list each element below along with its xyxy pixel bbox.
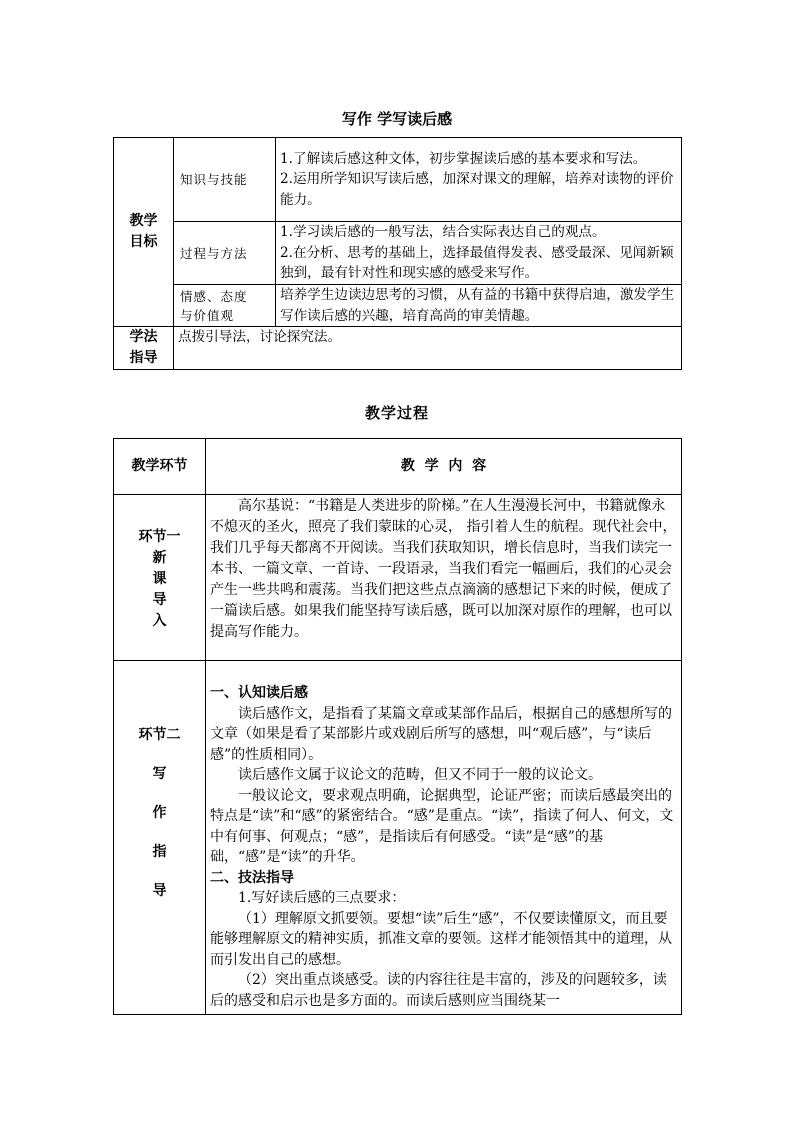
para-feature: 一般议论文，要求观点明确，论据典型，论证严密；而读后感最突出的特点是“读”和“感”的紧密结合。“感”是重点。“读”，指读了何人、何文，文中有何事、何观点；“感”，是指读后有何感受。“读”是“感”的基础，“感”是“读”的升华。 — [210, 787, 674, 865]
section1-label-3: 导 — [152, 592, 167, 608]
para-definition: 读后感作文，是指看了某篇文章或某部作品后，根据自己的感想所写的文章（如果是看了某部影片或戏剧后所写的感想，叫“观后感”，与“读后感”的性质相同）。 — [210, 705, 672, 763]
attitude-line-1: 培养学生边读边思考的习惯，从有益的书籍中获得启迪，激发学生写作读后感的兴趣，培育高尚的审美情趣。 — [280, 287, 675, 324]
knowledge-line-2: 2.运用所学知识写读后感，加深对课文的理解，培养对读物的评价能力。 — [280, 171, 674, 208]
method-content: 点拨引导法，讨论探究法。 — [174, 327, 682, 370]
process-table — [113, 438, 682, 1015]
section1-label-2: 课 — [152, 571, 167, 587]
process-head-left: 教学环节 — [114, 439, 206, 495]
para-requirements: 1.写好读后感的三点要求： — [238, 890, 406, 906]
sub-label-knowledge: 知识与技能 — [174, 138, 276, 222]
section2-label — [114, 661, 206, 1015]
para-req-2: （2）突出重点谈感受。读的内容往往是丰富的，涉及的问题较多，读后的感受和启示也是多方面的。而读后感则应当围绕某一 — [210, 972, 667, 1009]
section2-text — [206, 661, 682, 1015]
heading-recognize: 一、认知读后感 — [210, 685, 308, 701]
process-content — [276, 222, 682, 285]
section1-label-4: 入 — [152, 613, 167, 629]
page-title: 写作 学写读后感 — [341, 110, 453, 128]
process-line-2: 2.在分析、思考的基础上，选择最值得发表、感受最深、见闻新颖独到，最有针对性和现实感的感受来写作。 — [280, 244, 674, 282]
sub-label-process: 过程与方法 — [174, 222, 276, 285]
section2-label-2: 作 — [152, 805, 167, 821]
section2-label-3: 指 — [152, 844, 167, 860]
para-category: 读后感作文属于议论文的范畴，但又不同于一般的议论文。 — [238, 767, 602, 783]
objectives-label: 教学 目标 — [114, 138, 174, 327]
section2-label-0: 环节二 — [138, 727, 181, 743]
sub-label-attitude: 情感、态度 与价值观 — [174, 285, 276, 327]
section2-label-1: 写 — [152, 766, 167, 782]
method-label: 学法 指导 — [114, 327, 174, 370]
section1-label-0: 环节一 — [138, 529, 181, 545]
heading-technique: 二、技法指导 — [210, 869, 294, 886]
process-title: 教学过程 — [364, 404, 429, 422]
attitude-content — [276, 285, 682, 327]
process-head-right: 教 学 内 容 — [206, 439, 682, 495]
knowledge-line-1: 1.了解读后感这种文体，初步掌握读后感的基本要求和写法。 — [280, 150, 647, 167]
para-req-1: （1）理解原文抓要领。要想“读”后生“感”，不仅要读懂原文，而且要能够理解原文的精神实质，抓准文章的要领。这样才能领悟其中的道理，从而引发出自己的感想。 — [210, 910, 672, 968]
section1-text: 高尔基说：“书籍是人类进步的阶梯。”在人生漫漫长河中，书籍就像永不熄灭的圣火，照亮了我们蒙昧的心灵， 指引着人生的航程。现代社会中，我们几乎每天都离不开阅读。当我们获取知识，增长信息时，当我们读完一本书、一篇文章、一首诗、一段语录，当我们看完一幅画后，我们的心灵会产生一些共鸣和震荡。当我们把这些点点滴滴的感想记下来的时候，便成了一篇读后感。如果我们能坚持写读后感，既可以加深对原作的理解，也可以提高写作能力。 — [206, 495, 682, 661]
objectives-table — [113, 137, 682, 370]
section2-label-4: 导 — [152, 883, 167, 899]
process-line-1: 1.学习读后感的一般写法，结合实际表达自己的观点。 — [280, 224, 606, 241]
knowledge-content — [276, 138, 682, 222]
section1-label — [114, 495, 206, 661]
section1-label-1: 新 — [152, 550, 167, 566]
